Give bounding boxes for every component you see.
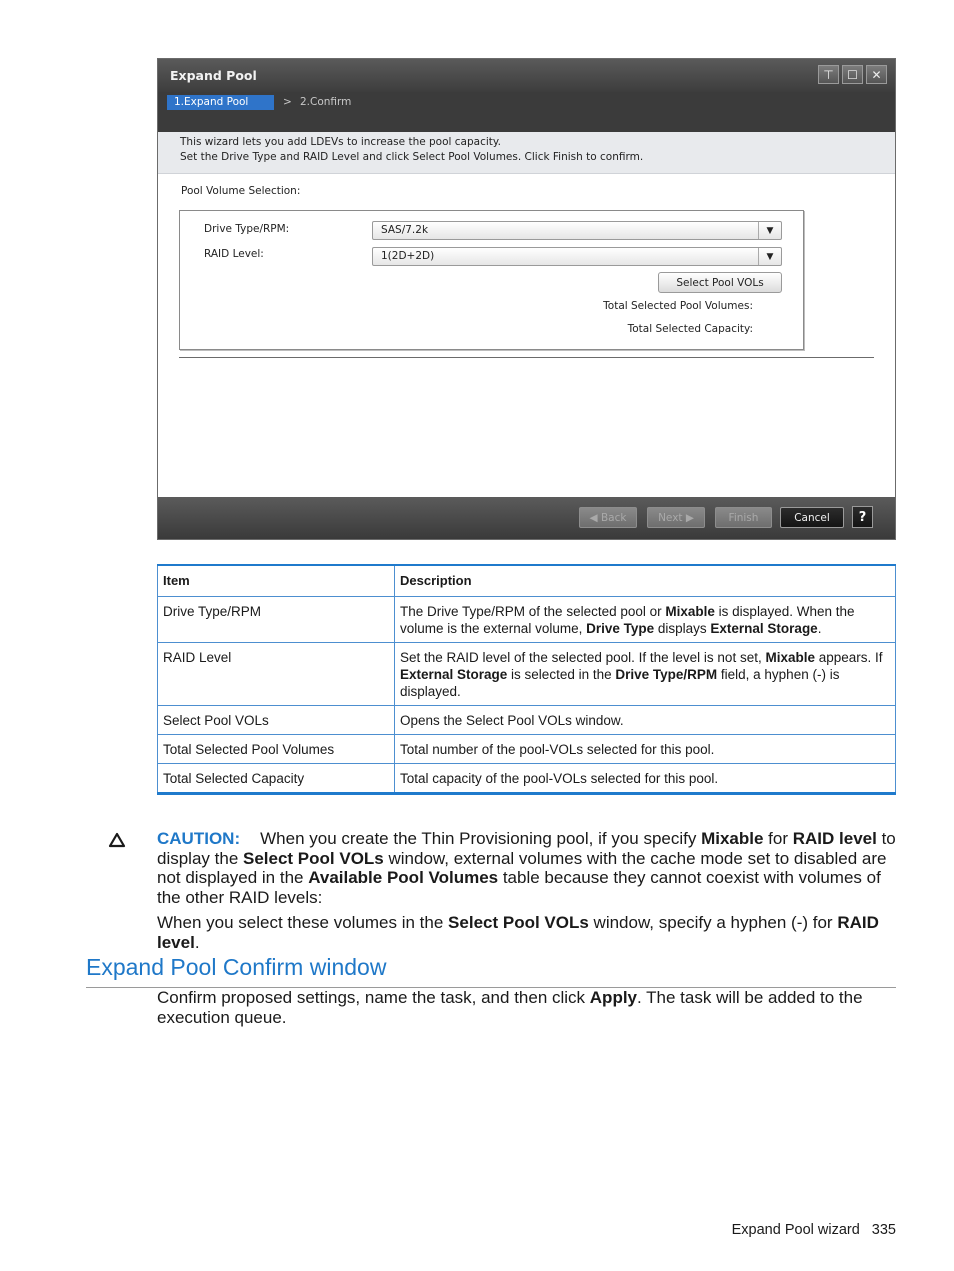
step-confirm[interactable]: 2.Confirm <box>300 96 352 108</box>
table-row <box>158 643 896 706</box>
window-title: Expand Pool <box>170 68 257 83</box>
wizard-footer <box>158 497 895 539</box>
table-row <box>158 706 896 735</box>
page-number: 335 <box>871 1222 896 1238</box>
table-cell-item: RAID Level <box>158 643 395 706</box>
section-body: Confirm proposed settings, name the task, and then click Apply. The task will be added to the execution queue. <box>157 988 863 1027</box>
table-cell-description: Total number of the pool-VOLs selected for this pool. <box>395 735 896 764</box>
table-cell-description: Total capacity of the pool-VOLs selected for this pool. <box>395 764 896 794</box>
window-titlebar <box>158 59 895 92</box>
table-header-item: Item <box>158 565 395 597</box>
finish-button[interactable]: Finish <box>715 507 772 528</box>
caution-label: CAUTION: <box>157 829 241 848</box>
caution-paragraph-2: When you select these volumes in the Select Pool VOLs window, specify a hyphen (-) for RAID level. <box>157 913 879 952</box>
cancel-button[interactable]: Cancel <box>780 507 844 528</box>
section-heading: Expand Pool Confirm window <box>86 954 387 980</box>
intro-line: Set the Drive Type and RAID Level and click Select Pool Volumes. Click Finish to confirm. <box>180 151 644 163</box>
raid-level-dropdown[interactable] <box>372 247 782 266</box>
chevron-down-icon[interactable]: ▼ <box>758 248 781 265</box>
chevron-down-icon[interactable]: ▼ <box>758 222 781 239</box>
window-controls <box>818 65 887 84</box>
wizard-step-bar <box>158 92 895 132</box>
drive-type-value: SAS/7.2k <box>381 224 429 236</box>
table-cell-description: The Drive Type/RPM of the selected pool or Mixable is displayed. When the volume is the external volume, Drive Type displays External Storage. <box>395 597 896 643</box>
step-separator: > <box>283 96 292 108</box>
table-row <box>158 597 896 643</box>
wizard-intro <box>158 132 895 174</box>
table-cell-item: Select Pool VOLs <box>158 706 395 735</box>
table-header-row <box>158 565 896 597</box>
drive-type-label: Drive Type/RPM: <box>204 223 290 235</box>
table-row <box>158 764 896 794</box>
drive-type-dropdown[interactable] <box>372 221 782 240</box>
select-pool-vols-button[interactable]: Select Pool VOLs <box>658 272 782 293</box>
back-button[interactable]: ◀ Back <box>579 507 637 528</box>
caution-triangle-icon <box>108 832 126 848</box>
help-icon[interactable]: ? <box>852 506 873 528</box>
table-cell-item: Drive Type/RPM <box>158 597 395 643</box>
step-expand-pool[interactable]: 1.Expand Pool <box>167 95 274 110</box>
caution-paragraph: CAUTION: When you create the Thin Provisioning pool, if you specify Mixable for RAID level to display the Select Pool VOLs window, external volumes with the cache mode set to disabled are not displayed in the Available Pool Volumes table because they cannot coexist with volumes of the other RAID levels: <box>157 829 896 907</box>
table-header-description: Description <box>395 565 896 597</box>
next-button[interactable]: Next ▶ <box>647 507 705 528</box>
expand-pool-window <box>157 58 896 540</box>
maximize-icon[interactable]: ☐ <box>842 65 863 84</box>
table-cell-description: Set the RAID level of the selected pool. If the level is not set, Mixable appears. If External Storage is selected in the Drive Type/RPM field, a hyphen (-) is displayed. <box>395 643 896 706</box>
pool-volume-selection-group <box>179 210 804 350</box>
footer-label: Expand Pool wizard <box>731 1222 860 1238</box>
table-row <box>158 735 896 764</box>
item-description-table <box>157 564 896 795</box>
close-icon[interactable]: ✕ <box>866 65 887 84</box>
pin-icon[interactable]: ⊤ <box>818 65 839 84</box>
raid-level-value: 1(2D+2D) <box>381 250 435 262</box>
table-cell-item: Total Selected Capacity <box>158 764 395 794</box>
pool-volume-selection-label: Pool Volume Selection: <box>181 185 301 197</box>
table-cell-item: Total Selected Pool Volumes <box>158 735 395 764</box>
page-footer <box>732 1222 896 1238</box>
intro-line: This wizard lets you add LDEVs to increase the pool capacity. <box>180 136 501 148</box>
table-cell-description: Opens the Select Pool VOLs window. <box>395 706 896 735</box>
raid-level-label: RAID Level: <box>204 248 264 260</box>
divider <box>179 357 874 358</box>
total-selected-capacity-label: Total Selected Capacity: <box>627 323 753 335</box>
total-selected-pool-volumes-label: Total Selected Pool Volumes: <box>603 300 753 312</box>
